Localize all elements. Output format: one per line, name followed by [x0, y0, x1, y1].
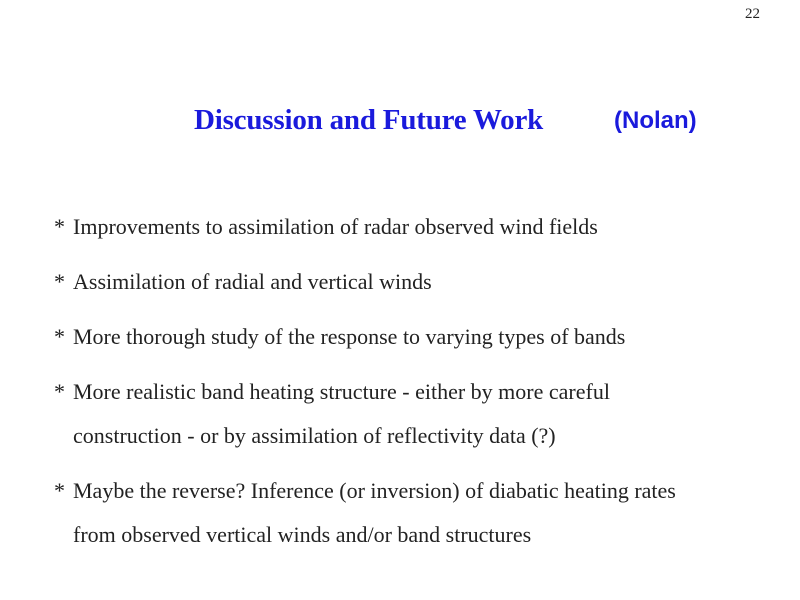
- bullet-text: Assimilation of radial and vertical winds: [73, 269, 432, 294]
- bullet-item: [54, 315, 774, 359]
- bullet-text-continuation: from observed vertical winds and/or band structures: [73, 522, 532, 547]
- slide-title: Discussion and Future Work: [194, 104, 544, 136]
- bullet-marker: *: [54, 324, 65, 349]
- bullet-text: Maybe the reverse? Inference (or inversion) of diabatic heating rates: [73, 478, 676, 503]
- bullet-marker: *: [54, 269, 65, 294]
- bullet-text: More thorough study of the response to varying types of bands: [73, 324, 626, 349]
- bullet-marker: *: [54, 478, 65, 503]
- bullet-marker: *: [54, 379, 65, 404]
- bullet-marker: *: [54, 214, 65, 239]
- bullet-item: [54, 205, 774, 249]
- bullet-text: Improvements to assimilation of radar observed wind fields: [73, 214, 598, 239]
- bullet-item: [54, 469, 774, 557]
- bullet-item: [54, 370, 774, 458]
- author-label: (Nolan): [614, 107, 697, 134]
- bullet-item: [54, 260, 774, 304]
- bullet-text-continuation: construction - or by assimilation of reflectivity data (?): [73, 423, 556, 448]
- bullet-list: [54, 205, 774, 568]
- bullet-text: More realistic band heating structure - either by more careful: [73, 379, 610, 404]
- page-number: 22: [745, 6, 760, 22]
